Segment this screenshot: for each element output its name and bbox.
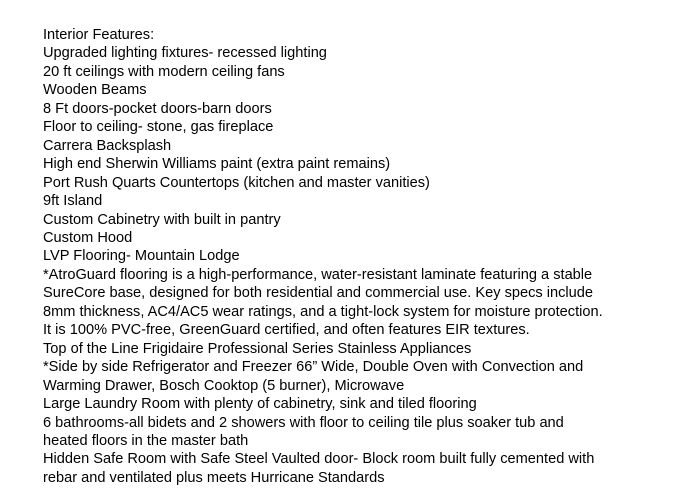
feature-lighting: Upgraded lighting fixtures- recessed lighting xyxy=(43,45,327,62)
feature-fireplace: Floor to ceiling- stone, gas fireplace xyxy=(43,119,274,136)
flooring-note-line: SureCore base, designed for both residential and commercial use. Key specs include xyxy=(43,285,594,302)
feature-bathrooms-line: 6 bathrooms-all bidets and 2 showers with floor to ceiling tile plus soaker tub and xyxy=(43,414,564,431)
feature-safe-room-line: Hidden Safe Room with Safe Steel Vaulted door- Block room built fully cemented with xyxy=(43,451,595,468)
feature-paint: High end Sherwin Williams paint (extra paint remains) xyxy=(43,156,391,173)
feature-cabinetry: Custom Cabinetry with built in pantry xyxy=(43,211,281,228)
feature-laundry: Large Laundry Room with plenty of cabinetry, sink and tiled flooring xyxy=(43,396,477,413)
feature-appliances: Top of the Line Frigidaire Professional Series Stainless Appliances xyxy=(43,340,472,357)
flooring-note-line: 8mm thickness, AC4/AC5 wear ratings, and a tight-lock system for moisture protection. xyxy=(43,303,603,320)
feature-flooring: LVP Flooring- Mountain Lodge xyxy=(43,248,240,265)
flooring-note-line: *AtroGuard flooring is a high-performance, water-resistant laminate featuring a stable xyxy=(43,266,593,283)
feature-island: 9ft Island xyxy=(43,193,103,210)
interior-features-document xyxy=(43,26,673,487)
appliances-note-line: Warming Drawer, Bosch Cooktop (5 burner), Microwave xyxy=(43,377,405,394)
feature-countertops: Port Rush Quarts Countertops (kitchen and master vanities) xyxy=(43,174,430,191)
feature-ceilings: 20 ft ceilings with modern ceiling fans xyxy=(43,63,285,80)
appliances-note-line: *Side by side Refrigerator and Freezer 66” Wide, Double Oven with Convection and xyxy=(43,359,584,376)
section-heading: Interior Features: xyxy=(43,27,155,43)
flooring-note-line: It is 100% PVC-free, GreenGuard certified, and often features EIR textures. xyxy=(43,322,530,339)
feature-hood: Custom Hood xyxy=(43,229,133,246)
feature-bathrooms-line: heated floors in the master bath xyxy=(43,432,249,449)
feature-doors: 8 Ft doors-pocket doors-barn doors xyxy=(43,100,272,117)
feature-beams: Wooden Beams xyxy=(43,82,147,99)
feature-safe-room-line: rebar and ventilated plus meets Hurricane Standards xyxy=(43,469,385,486)
feature-backsplash: Carrera Backsplash xyxy=(43,137,172,154)
